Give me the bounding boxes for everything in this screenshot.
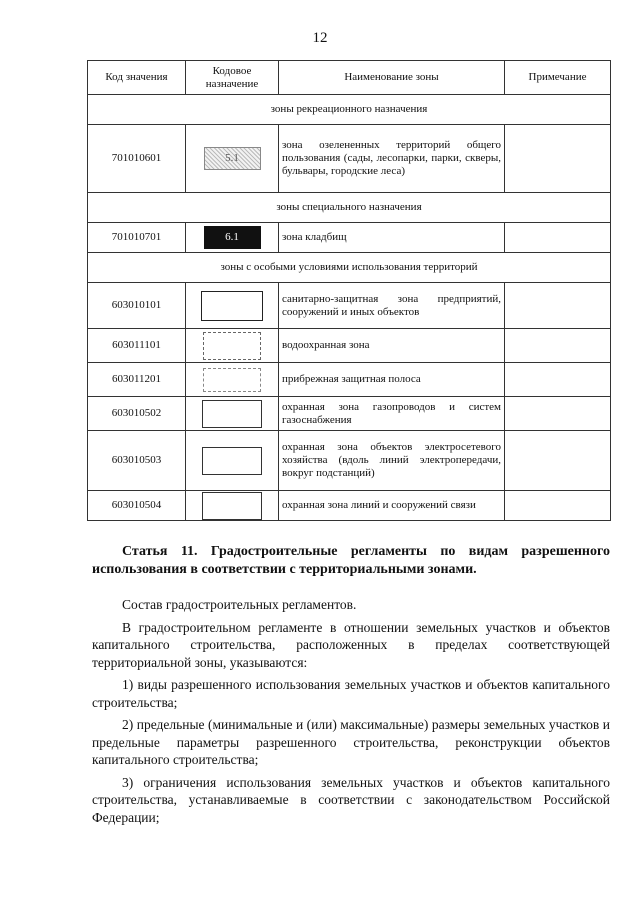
header-symbol: Кодовое назначение [186,61,279,95]
table-row [88,329,611,363]
section-title: зоны рекреационного назначения [88,95,611,125]
section-row [88,193,611,223]
paragraph: Состав градостроительных регламентов. [122,597,357,612]
zone-symbol-dashed [203,368,261,392]
zone-name: водоохранная зона [279,329,505,363]
zone-symbol-outline [202,447,262,475]
zone-code: 603011101 [88,329,186,363]
table-row [88,491,611,521]
header-note: Примечание [505,61,611,95]
section-title: зоны специального назначения [88,193,611,223]
zone-note [505,329,611,363]
zone-symbol-outline [202,492,262,520]
zone-note [505,283,611,329]
table-row [88,397,611,431]
zone-name: прибрежная защитная полоса [279,363,505,397]
paragraph: В градостроительном регламенте в отношении земельных участков и объектов капитального строительства, расположенных в пределах соответствующей территориальной зоны, указываются: [92,619,610,670]
table-row [88,223,611,253]
zones-table [87,60,611,521]
article-body [92,596,610,831]
zone-note [505,431,611,491]
zone-name: охранная зона линий и сооружений связи [279,491,505,521]
zone-name: зона озелененных территорий общего пользования (сады, лесопарки, парки, скверы, бульвары, городские леса) [279,125,505,193]
paragraph: 3) ограничения использования земельных участков и объектов капитального строительства, устанавливаемые в соответствии с законодательством Российской Федерации; [92,774,610,825]
zone-symbol-dark: 6.1 [204,226,261,249]
page-number: 12 [312,30,328,46]
zone-code: 603011201 [88,363,186,397]
zone-symbol-outline [202,400,262,428]
header-name: Наименование зоны [279,61,505,95]
table-row [88,125,611,193]
paragraph: 1) виды разрешенного использования земельных участков и объектов капитального строительства; [92,677,610,710]
zone-note [505,223,611,253]
header-code: Код значения [88,61,186,95]
table-header-row [88,61,611,95]
zone-code: 603010502 [88,397,186,431]
zone-name: охранная зона объектов электросетевого хозяйства (вдоль линий электропередачи, вокруг подстанций) [279,431,505,491]
zone-note [505,397,611,431]
zone-note [505,125,611,193]
zone-code: 603010504 [88,491,186,521]
section-title: зоны с особыми условиями использования территорий [88,253,611,283]
table-row [88,431,611,491]
table-row [88,363,611,397]
zone-note [505,491,611,521]
zone-note [505,363,611,397]
zone-code: 701010601 [88,125,186,193]
article-heading: Статья 11. Градостроительные регламенты по видам разрешенного использования в соответствии с территориальными зонами. [92,544,610,577]
section-row [88,253,611,283]
zone-name: санитарно-защитная зона предприятий, сооружений и иных объектов [279,283,505,329]
paragraph: 2) предельные (минимальные и (или) максимальные) размеры земельных участков и предельные параметры разрешенного строительства, реконструкции объектов капитального строительства; [92,717,610,767]
zone-symbol-dashed [203,332,261,360]
zone-code: 603010503 [88,431,186,491]
table-row [88,283,611,329]
zone-code: 701010701 [88,223,186,253]
zone-symbol-outline [201,291,263,321]
zone-code: 603010101 [88,283,186,329]
zone-name: охранная зона газопроводов и систем газоснабжения [279,397,505,431]
zone-name: зона кладбищ [279,223,505,253]
section-row [88,95,611,125]
zone-symbol-hatched: 5.1 [204,147,261,170]
